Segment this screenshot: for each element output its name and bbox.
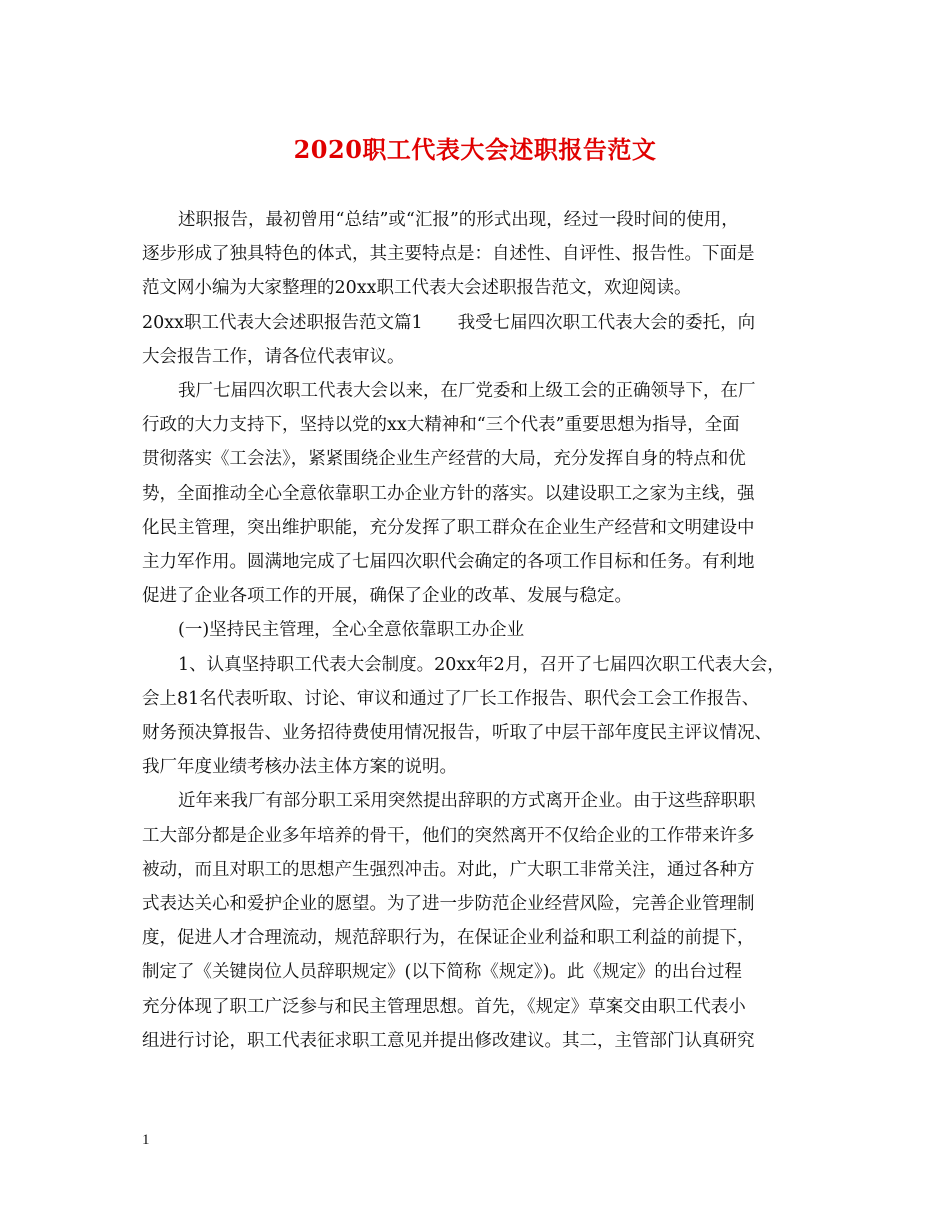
- body-line: 我厂七届四次职工代表大会以来，在厂党委和上级工会的正确领导下，在厂: [178, 381, 756, 402]
- body-line: 主力军作用。圆满地完成了七届四次职代会确定的各项工作目标和任务。有利地: [142, 552, 755, 573]
- body-line: 逐步形成了独具特色的体式，其主要特点是：自述性、自评性、报告性。下面是: [142, 244, 755, 265]
- body-line: 被动，而且对职工的思想产生强烈冲击。对此，广大职工非常关注，通过各种方: [142, 859, 755, 880]
- body-line: 化民主管理，突出维护职能，充分发挥了职工群众在企业生产经营和文明建设中: [142, 517, 755, 538]
- body-line: 20xx职工代表大会述职报告范文篇1 我受七届四次职工代表大会的委托，向: [142, 312, 756, 333]
- body-line: 式表达关心和爱护企业的愿望。为了进一步防范企业经营风险，完善企业管理制: [142, 894, 755, 915]
- body-line: 组进行讨论，职工代表征求职工意见并提出修改建议。其二，主管部门认真研究: [142, 1030, 755, 1051]
- document-body: [142, 203, 822, 1058]
- body-line: 工大部分都是企业多年培养的骨干，他们的突然离开不仅给企业的工作带来许多: [142, 825, 755, 846]
- body-line: 述职报告，最初曾用“总结”或“汇报”的形式出现，经过一段时间的使用，: [178, 210, 739, 230]
- body-line: 行政的大力支持下，坚持以党的xx大精神和“三个代表”重要思想为指导，全面: [142, 415, 740, 436]
- body-line: 促进了企业各项工作的开展，确保了企业的改革、发展与稳定。: [142, 586, 632, 607]
- body-line: 范文网小编为大家整理的20xx职工代表大会述职报告范文，欢迎阅读。: [142, 278, 692, 299]
- body-line: 财务预决算报告、业务招待费使用情况报告，听取了中层干部年度民主评议情况、: [142, 723, 772, 744]
- body-line: 我厂年度业绩考核办法主体方案的说明。: [142, 757, 457, 778]
- document-title: 2020职工代表大会述职报告范文: [293, 135, 657, 164]
- body-line: 充分体现了职工广泛参与和民主管理思想。首先，《规定》草案交由职工代表小: [142, 996, 746, 1017]
- body-line: 度，促进人才合理流动，规范辞职行为，在保证企业利益和职工利益的前提下，: [142, 928, 755, 949]
- body-line: (一)坚持民主管理，全心全意依靠职工办企业: [178, 620, 525, 641]
- body-line: 会上81名代表听取、讨论、审议和通过了厂长工作报告、职代会工会工作报告、: [142, 688, 760, 709]
- body-line: 近年来我厂有部分职工采用突然提出辞职的方式离开企业。由于这些辞职职: [178, 791, 756, 812]
- page-number: 1: [142, 1132, 150, 1148]
- body-line: 势，全面推动全心全意依靠职工办企业方针的落实。以建设职工之家为主线，强: [142, 483, 755, 504]
- body-line: 制定了《关键岗位人员辞职规定》(以下简称《规定》)。此《规定》的出台过程: [142, 962, 742, 983]
- body-line: 1、认真坚持职工代表大会制度。20xx年2月，召开了七届四次职工代表大会，: [178, 654, 785, 675]
- body-line: 贯彻落实《工会法》，紧紧围绕企业生产经营的大局，充分发挥自身的特点和优: [142, 449, 746, 470]
- body-line: 大会报告工作，请各位代表审议。: [142, 346, 405, 367]
